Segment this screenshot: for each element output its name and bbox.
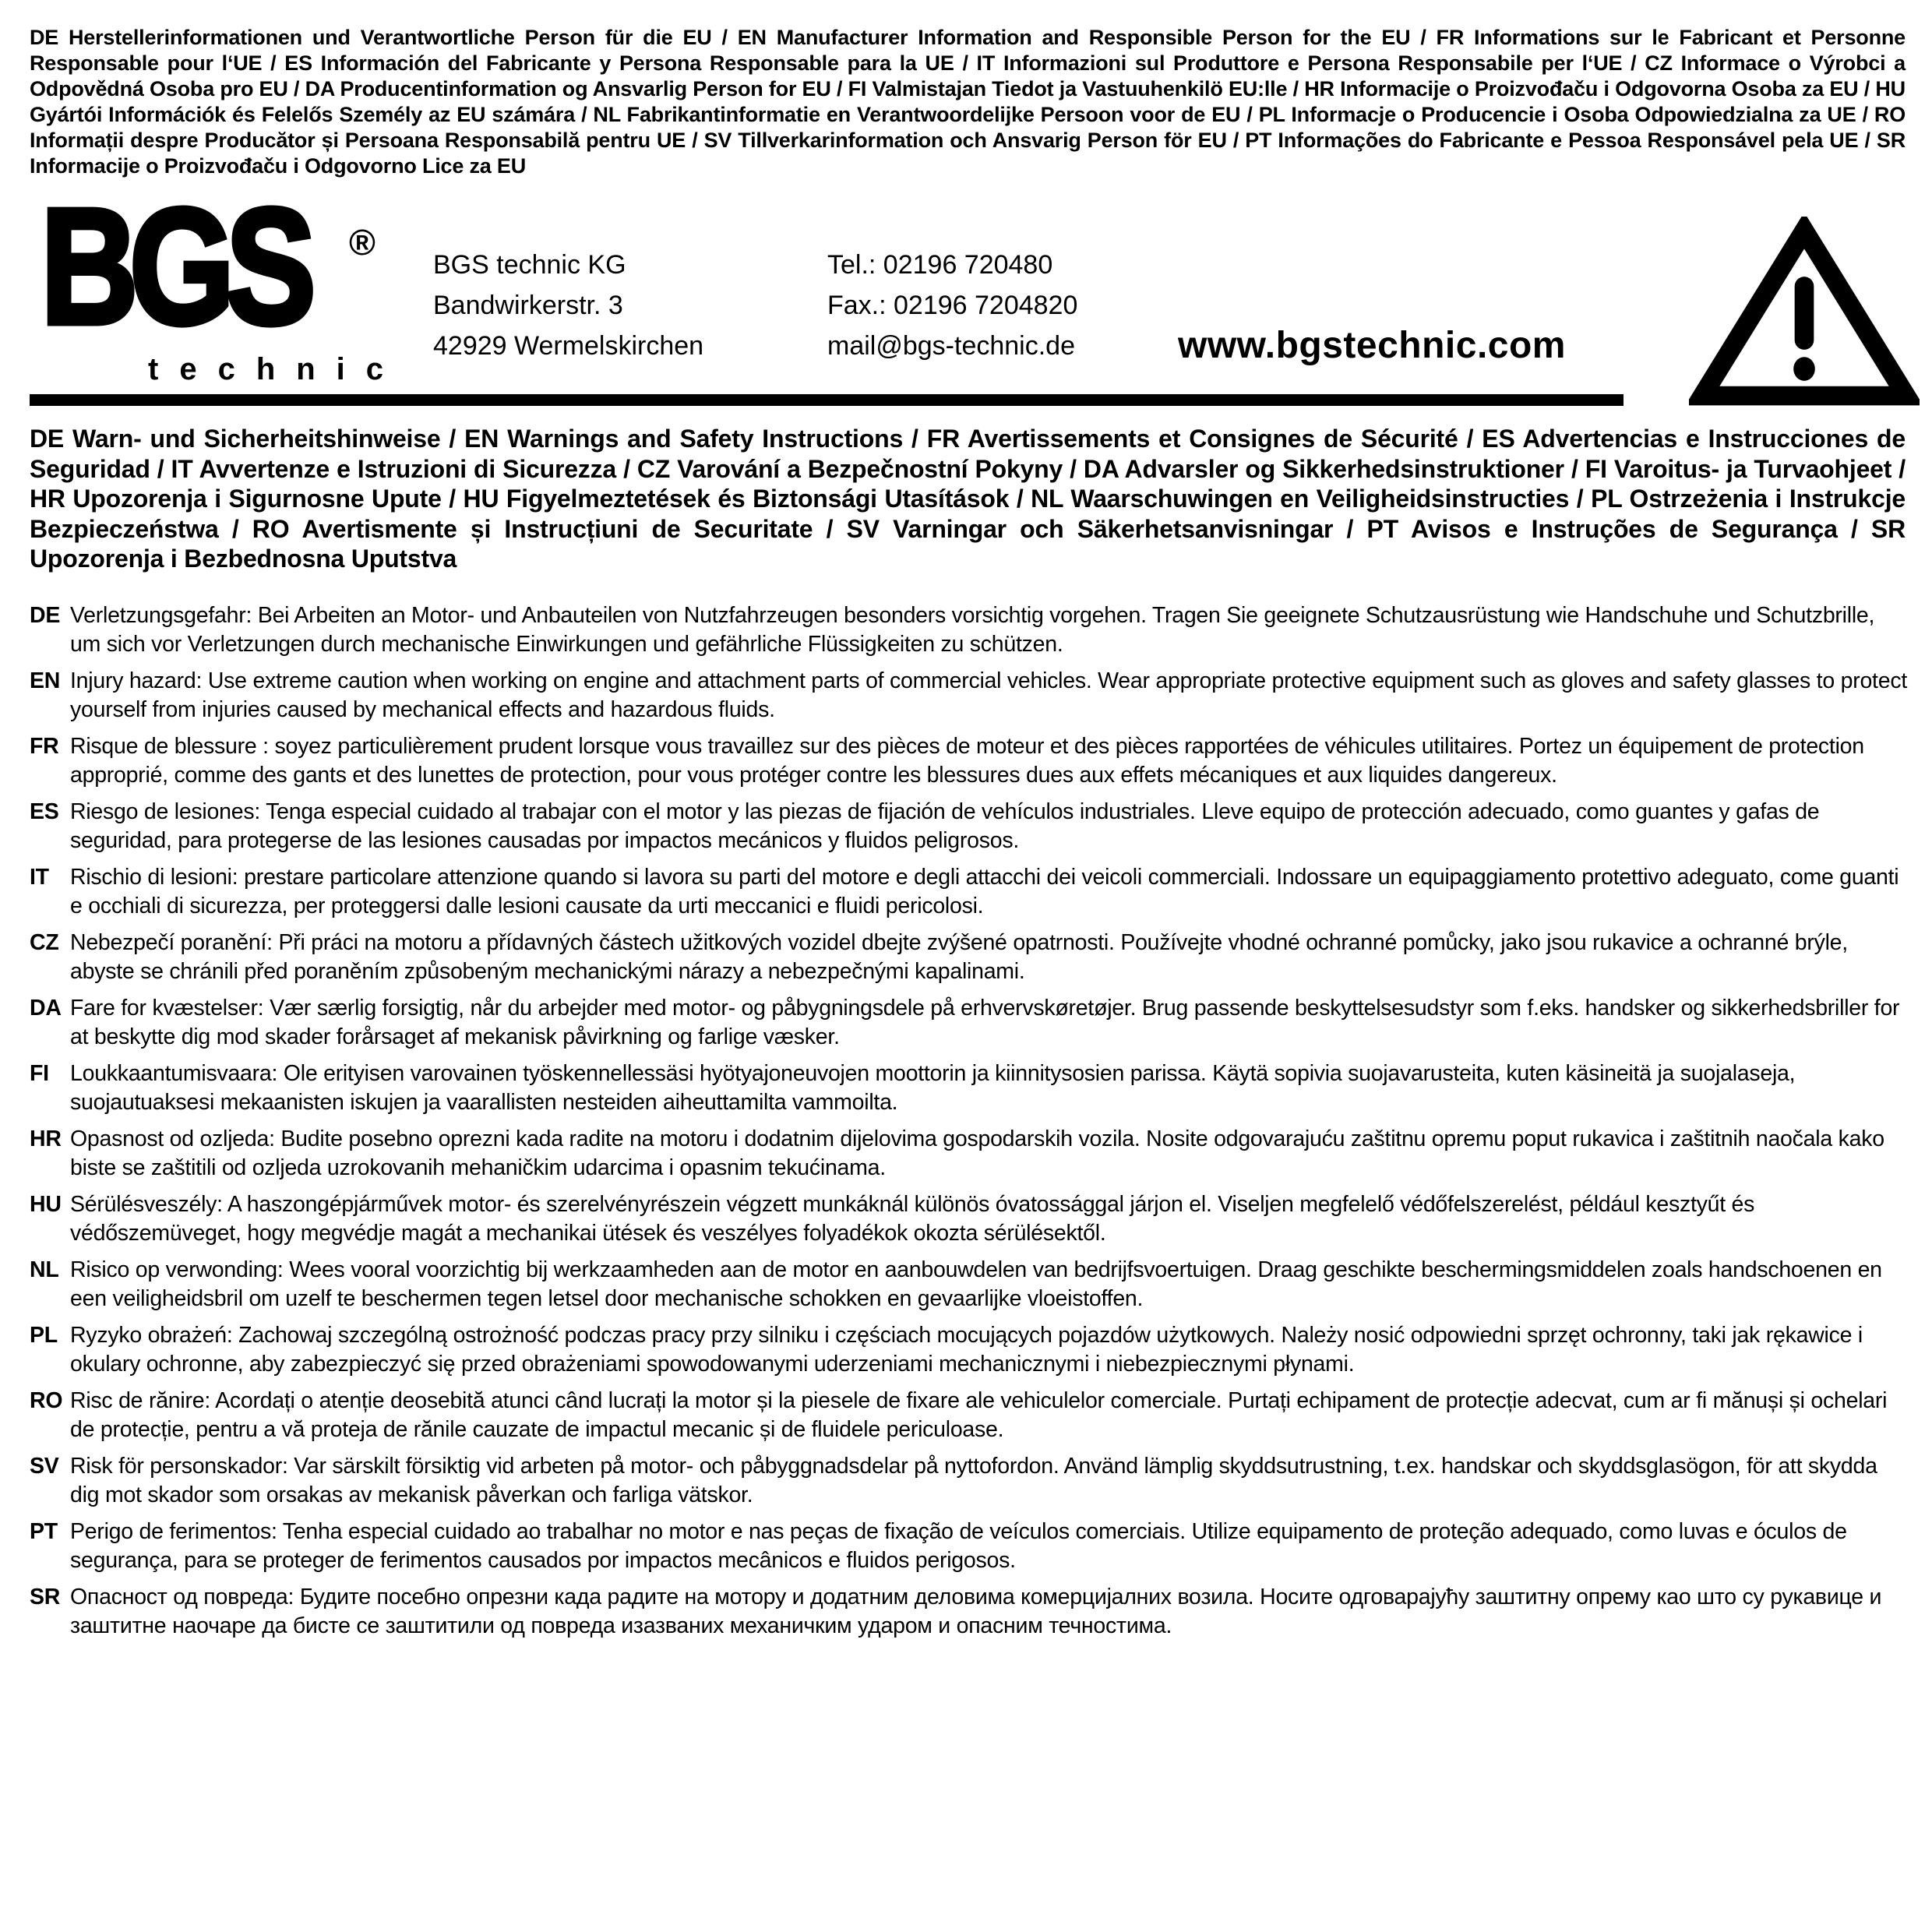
fax-number: Fax.: 02196 7204820 <box>827 291 1078 320</box>
email-address: mail@bgs-technic.de <box>827 331 1075 361</box>
warning-text: Risc de rănire: Acordați o atenție deosebită atunci când lucrați la motor și la piesele de fixare ale vehiculelor comerciale. Purtați echipament de protecție adecvat, cum ar fi mănuși și ochelari de protecție, pentru a vă proteja de rănile cauzate de impactul mecanic și de fluidele periculoase. <box>70 1388 1888 1442</box>
manufacturer-info-header: DE Herstellerinformationen und Verantwortliche Person für die EU / EN Manufacturer Information and Responsible Person for the EU / FR Informations sur le Fabricant et Personne Responsable pour l‘UE / ES Información del Fabricante y Persona Responsable para la UE / IT Informazioni sul Produttore e Persona Responsabile per l‘UE / CZ Informace o Výrobci a Odpovědná Osoba pro EU / DA Producentinformation og Ansvarlig Person for EU / FI Valmistajan Tiedot ja Vastuuhenkilö EU:lle / HR Informacije o Proizvođaču i Odgovorna Osoba za EU / HU Gyártói Információk és Felelős Személy az EU számára / NL Fabrikantinformatie en Verantwoordelijke Persoon voor de EU / PL Informacje o Producencie i Osoba Odpowiedzialna za UE / RO Informații despre Producător și Persoana Responsabilă pentru UE / SV Tillverkarinformation och Ansvarig Person för EU / PT Informações do Fabricante e Pessoa Responsável pela UE / SR Informacije o Proizvođaču i Odgovorno Lice za EU <box>30 26 1906 178</box>
warning-text: Nebezpečí poranění: Při práci na motoru a přídavných částech užitkových vozidel dbejte zvýšené opatrnosti. Používejte vhodné ochranné pomůcky, jako jsou rukavice a ochranné brýle, abyste se chránili před poraněním způsobeným mechanickými nárazy a nebezpečnými kapalinami. <box>70 930 1848 984</box>
warning-item <box>30 929 1907 986</box>
warning-text: Risico op verwonding: Wees vooral voorzichtig bij werkzaamheden aan de motor en aanbouwdelen van bedrijfsvoertuigen. Draag geschikte beschermingsmiddelen zoals handschoenen en een veiligheidsbril om uzelf te beschermen tegen letsel door mechanische schokken en gevaarlijke vloeistoffen. <box>70 1257 1882 1311</box>
warning-item <box>30 1125 1907 1183</box>
warning-language-code: SV <box>30 1454 59 1479</box>
company-name: BGS technic KG <box>433 250 626 280</box>
warning-item <box>30 1190 1907 1248</box>
warning-item <box>30 1059 1907 1117</box>
warning-language-code: DE <box>30 603 61 628</box>
warning-text: Verletzungsgefahr: Bei Arbeiten an Motor- und Anbauteilen von Nutzfahrzeugen besonders vorsichtig vorgehen. Tragen Sie geeignete Schutzausrüstung wie Handschuhe und Schutzbrille, um sich vor Verletzungen durch mechanische Einwirkungen und gefährliche Flüssigkeiten zu schützen. <box>70 603 1875 657</box>
warning-language-code: PL <box>30 1323 58 1348</box>
warning-item <box>30 1518 1907 1575</box>
warning-text: Sérülésveszély: A haszongépjárművek motor- és szerelvényrészein végzett munkáknál különös óvatossággal járjon el. Viseljen megfelelő védőfelszerelést, például kesztyűt és védőszemüveget, hogy megvédje magát a mechanikai ütések és veszélyes folyadékok okozta sérülésektől. <box>70 1192 1755 1246</box>
warning-text: Riesgo de lesiones: Tenga especial cuidado al trabajar con el motor y las piezas de fijación de vehículos industriales. Lleve equipo de protección adecuado, como guantes y gafas de seguridad, para protegerse de las lesiones causadas por impactos mecánicos y fluidos peligrosos. <box>70 799 1820 853</box>
warning-language-code: IT <box>30 865 49 890</box>
warning-item <box>30 1321 1907 1379</box>
warning-language-code: ES <box>30 799 59 824</box>
warning-item <box>30 994 1907 1052</box>
warning-text: Injury hazard: Use extreme caution when working on engine and attachment parts of commercial vehicles. Wear appropriate protective equipment such as gloves and safety glasses to protect yourself from injuries caused by mechanical effects and hazardous fluids. <box>70 668 1907 722</box>
warning-item <box>30 601 1907 659</box>
warning-language-code: DA <box>30 996 62 1021</box>
company-address-block <box>433 245 703 366</box>
warning-item <box>30 1387 1907 1444</box>
website-url: www.bgstechnic.com <box>1178 325 1566 366</box>
warning-language-code: HU <box>30 1192 62 1217</box>
warning-language-code: NL <box>30 1257 59 1282</box>
warning-item <box>30 863 1907 921</box>
warnings-list <box>30 601 1907 1648</box>
warning-language-code: PT <box>30 1519 58 1544</box>
warning-text: Опасност од повреда: Будите посебно опрезни када радите на мотору и додатним деловима комерцијалних возила. Носите одговарајућу заштитну опрему као што су рукавице и заштитне наочаре да бисте се заштитили од повреда изазваних механичким ударом и опасним течностима. <box>70 1585 1882 1638</box>
warning-item <box>30 732 1907 790</box>
registered-trademark-icon: ® <box>349 222 375 263</box>
company-contact-block <box>827 245 1077 366</box>
warning-text: Fare for kvæstelser: Vær særlig forsigtig, når du arbejder med motor- og påbygningsdele på erhvervskøretøjer. Brug passende beskyttelsesudstyr som f.eks. handsker og sikkerhedsbriller for at beskytte dig mod skader forårsaget af mekanisk påvirkning og farlige væsker. <box>70 996 1900 1049</box>
phone-number: Tel.: 02196 720480 <box>827 250 1053 280</box>
warning-item <box>30 667 1907 724</box>
warning-language-code: FR <box>30 734 59 759</box>
warning-language-code: EN <box>30 668 61 693</box>
warning-language-code: RO <box>30 1388 63 1413</box>
bgs-logo <box>41 174 405 396</box>
warning-text: Loukkaantumisvaara: Ole erityisen varovainen työskennellessäsi hyötyajoneuvojen moottorin ja kiinnitysosien parissa. Käytä sopivia suojavarusteita, kuten käsineitä ja suojalaseja, suojautuaksesi mekaanisten iskujen ja vaarallisten nesteiden aiheuttamilta vammoilta. <box>70 1061 1796 1115</box>
warning-item <box>30 1452 1907 1510</box>
warning-language-code: CZ <box>30 930 59 955</box>
warning-language-code: SR <box>30 1585 61 1609</box>
warning-language-code: FI <box>30 1061 49 1086</box>
bgs-logo-technic-label: technic <box>148 352 405 386</box>
bgs-logo-letters: BGS <box>41 174 308 358</box>
warnings-safety-header: DE Warn- und Sicherheitshinweise / EN Warnings and Safety Instructions / FR Avertissements et Consignes de Sécurité / ES Advertencias e Instrucciones de Seguridad / IT Avvertenze e Istruzioni di Sicurezza / CZ Varování a Bezpečnostní Pokyny / DA Advarsler og Sikkerhedsinstruktioner / FI Varoitus- ja Turvaohjeet / HR Upozorenja i Sigurnosne Upute / HU Figyelmeztetések és Biztonsági Utasítások / NL Waarschuwingen en Veiligheidsinstructies / PL Ostrzeżenia i Instrukcje Bezpieczeństwa / RO Avertismente și Instrucțiuni de Securitate / SV Varningar och Säkerhetsanvisningar / PT Avisos e Instruções de Segurança / SR Upozorenja i Bezbednosna Uputstva <box>30 425 1906 573</box>
warning-text: Perigo de ferimentos: Tenha especial cuidado ao trabalhar no motor e nas peças de fixação de veículos comerciais. Utilize equipamento de proteção adequado, como luvas e óculos de segurança, para se proteger de ferimentos causados por impactos mecânicos e fluidos perigosos. <box>70 1519 1847 1573</box>
company-city: 42929 Wermelskirchen <box>433 331 704 361</box>
company-street: Bandwirkerstr. 3 <box>433 291 623 320</box>
warning-text: Ryzyko obrażeń: Zachowaj szczególną ostrożność podczas pracy przy silniku i częściach mocujących pojazdów użytkowych. Należy nosić odpowiedni sprzęt ochronny, taki jak rękawice i okulary ochronne, aby zabezpieczyć się przed obrażeniami spowodowanymi uderzeniami mechanicznymi i niebezpiecznymi płynami. <box>70 1323 1863 1377</box>
warning-language-code: HR <box>30 1126 62 1151</box>
warning-text: Rischio di lesioni: prestare particolare attenzione quando si lavora su parti del motore e degli attacchi dei veicoli commerciali. Indossare un equipaggiamento protettivo adeguato, come guanti e occhiali di sicurezza, per proteggersi dalle lesioni causate da urti meccanici e fluidi pericolosi. <box>70 865 1899 918</box>
warning-item <box>30 798 1907 855</box>
warning-text: Risque de blessure : soyez particulièrement prudent lorsque vous travaillez sur des pièces de moteur et des pièces rapportées de véhicules utilitaires. Portez un équipement de protection approprié, comme des gants et des lunettes de protection, pour vous protéger contre les blessures dues aux effets mécaniques et aux liquides dangereux. <box>70 734 1864 788</box>
warning-text: Opasnost od ozljeda: Budite posebno oprezni kada radite na motoru i dodatnim dijelovima gospodarskih vozila. Nosite odgovarajuću zaštitnu opremu poput rukavica i zaštitnih naočala kako biste se zaštitili od ozljeda uzrokovanih mehaničkim udarcima i opasnim tekućinama. <box>70 1126 1884 1180</box>
divider-bar <box>30 394 1624 406</box>
warning-triangle-icon <box>1689 217 1920 410</box>
warning-item <box>30 1583 1907 1641</box>
warning-item <box>30 1256 1907 1313</box>
warning-text: Risk för personskador: Var särskilt försiktig vid arbeten på motor- och påbyggnadsdelar på nyttofordon. Använd lämplig skyddsutrustning, t.ex. handskar och skyddsglasögon, för att skydda dig mot skador som orsakas av mekanisk påverkan och farliga vätskor. <box>70 1454 1877 1507</box>
